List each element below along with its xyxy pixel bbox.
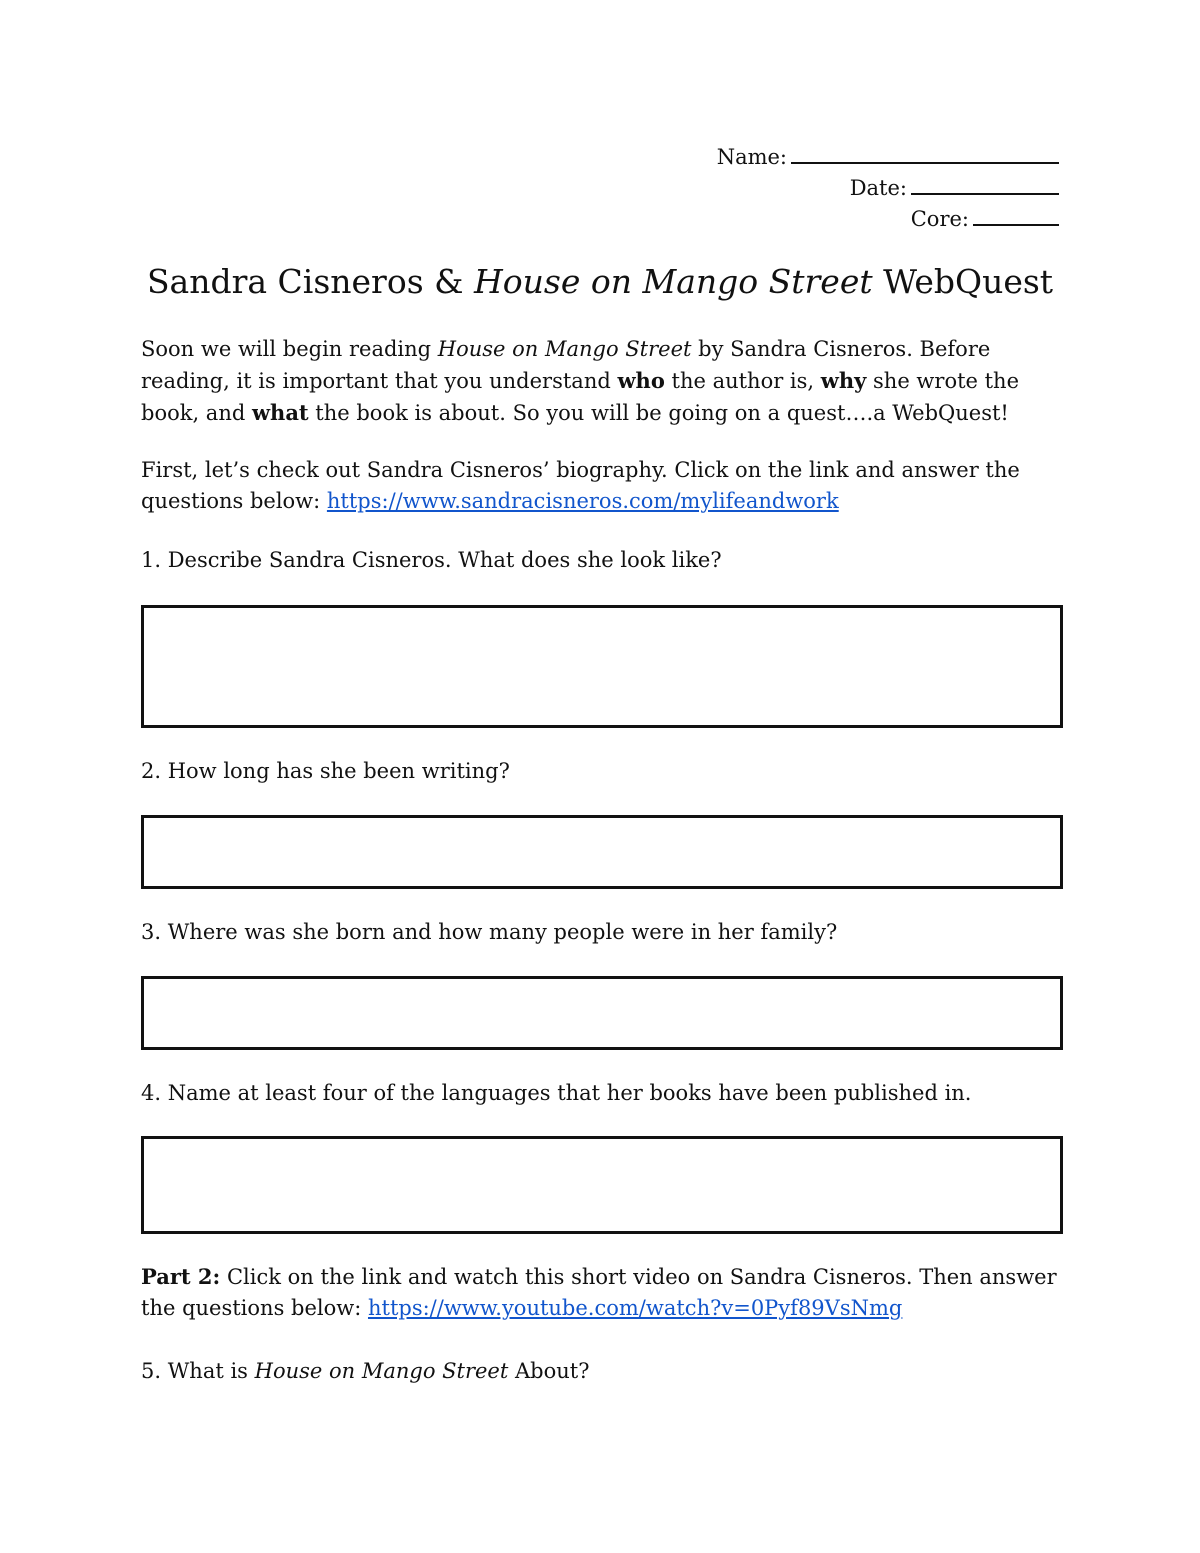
answer-box-1[interactable] xyxy=(141,605,1063,728)
question-4: 4. Name at least four of the languages that her books have been published in. xyxy=(141,1081,972,1105)
question-5: 5. What is House on Mango Street About? xyxy=(141,1359,590,1383)
page-title xyxy=(0,260,1200,304)
date-field[interactable] xyxy=(850,173,1059,201)
answer-box-2[interactable] xyxy=(141,815,1063,889)
question-3: 3. Where was she born and how many people were in her family? xyxy=(141,920,838,944)
core-field[interactable] xyxy=(911,204,1059,232)
date-blank-line[interactable] xyxy=(911,173,1059,195)
biography-link[interactable]: https://www.sandracisneros.com/mylifeandwork xyxy=(326,489,839,513)
question-5-book-name: House on Mango Street xyxy=(254,1359,509,1383)
core-blank-line[interactable] xyxy=(973,204,1059,226)
name-blank-line[interactable] xyxy=(791,142,1059,164)
intro-book-name: House on Mango Street xyxy=(437,337,692,361)
name-label: Name: xyxy=(716,145,787,169)
bio-paragraph: First, let’s check out Sandra Cisneros’ biography. Click on the link and answer the questions below: https://www.sandracisneros.com/mylifeandwork xyxy=(141,458,1020,513)
part-2-label: Part 2: xyxy=(141,1264,221,1289)
title-text-end: WebQuest xyxy=(872,262,1054,301)
video-link[interactable]: https://www.youtube.com/watch?v=0Pyf89VsNmg xyxy=(367,1296,903,1320)
date-label: Date: xyxy=(849,176,907,200)
intro-paragraph: Soon we will begin reading House on Mango Street by Sandra Cisneros. Before reading, it is important that you understand who the author is, why she wrote the book, and what the book is about. So you will be going on a quest….a WebQuest! xyxy=(141,337,1020,425)
title-book-name: House on Mango Street xyxy=(474,262,873,301)
part-2-paragraph: Part 2: Click on the link and watch this short video on Sandra Cisneros. Then answer the questions below: https://www.youtube.com/watch?v=0Pyf89VsNmg xyxy=(141,1264,1057,1320)
title-text-start: Sandra Cisneros & xyxy=(146,262,474,301)
intro-why: why xyxy=(820,368,867,393)
question-1: 1. Describe Sandra Cisneros. What does she look like? xyxy=(141,548,722,572)
core-label: Core: xyxy=(910,207,969,231)
intro-what: what xyxy=(251,400,309,425)
answer-box-4[interactable] xyxy=(141,1136,1063,1234)
intro-who: who xyxy=(617,368,665,393)
question-2: 2. How long has she been writing? xyxy=(141,759,510,783)
name-field[interactable] xyxy=(717,142,1059,170)
answer-box-3[interactable] xyxy=(141,976,1063,1050)
